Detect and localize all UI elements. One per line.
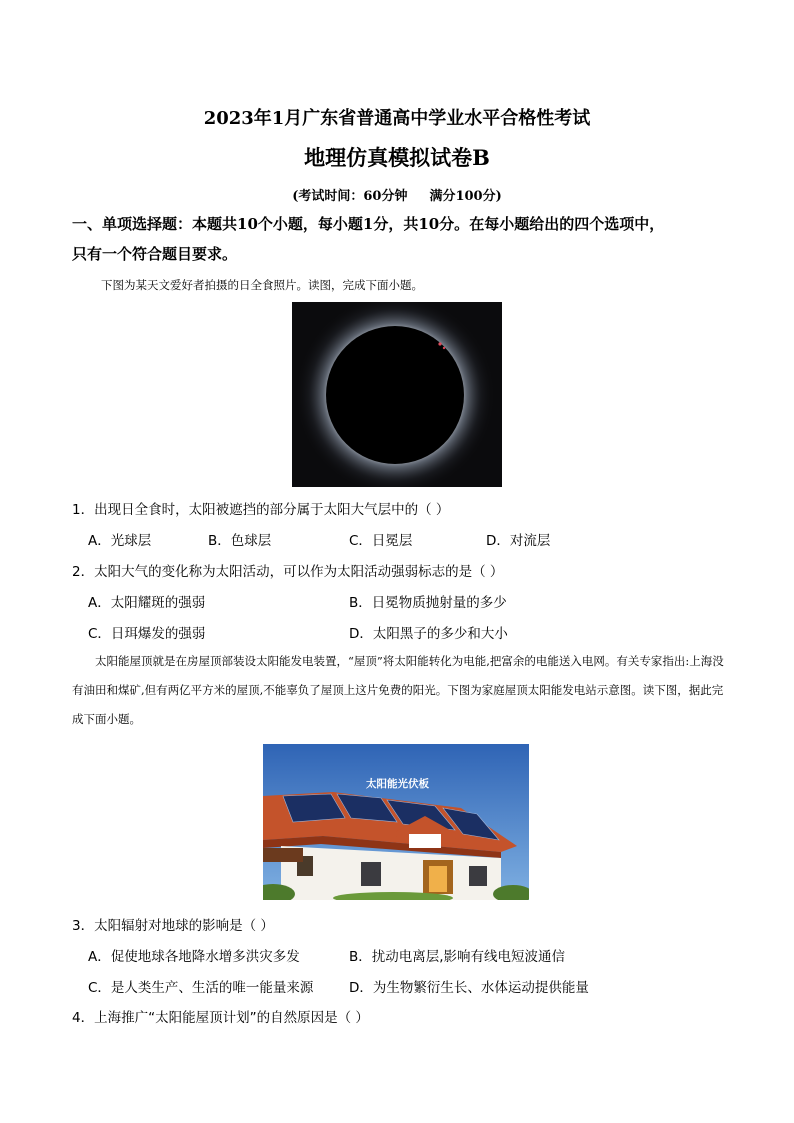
question-2-stem: 2．太阳大气的变化称为太阳活动，可以作为太阳活动强弱标志的是（ ） [72,564,504,580]
full-score: 满分100分) [429,189,502,204]
q2-option-b[interactable]: B．日冕物质抛射量的多少 [349,595,507,611]
q3-option-b[interactable]: B．扰动电离层,影响有线电短波通信 [349,949,566,965]
solar-eclipse-photo [292,302,502,487]
q3-option-c[interactable]: C．是人类生产、生活的唯一能量来源 [88,980,314,996]
q2-option-d[interactable]: D．太阳黑子的多少和大小 [349,626,508,642]
question-3-stem: 3．太阳辐射对地球的影响是（ ） [72,918,274,934]
passage-2: 太阳能屋顶就是在房屋顶部装设太阳能发电装置，“屋顶”将太阳能转化为电能,把富余的电能送入电网。有关专家指出:上海没有油田和煤矿,但有两亿平方米的屋顶,不能辜负了屋顶上这片免费的阳光。下图为家庭屋顶太阳能发电站示意图。读下图，据此完成下面小题。 [72,654,724,726]
exam-time: (考试时间：60分钟 [292,189,408,204]
solar-panel-label: 太阳能光伏板 [366,778,429,790]
solar-roof-house-photo [263,744,529,900]
q1-option-c[interactable]: C．日冕层 [349,533,413,549]
exam-title: 2023年1月广东省普通高中学业水平合格性考试 [203,108,591,129]
q2-option-a[interactable]: A．太阳耀斑的强弱 [88,595,206,611]
q3-option-d[interactable]: D．为生物繁衍生长、水体运动提供能量 [349,980,589,996]
question-4-stem: 4．上海推广“太阳能屋顶计划”的自然原因是（ ） [72,1010,369,1026]
q2-option-c[interactable]: C．日珥爆发的强弱 [88,626,206,642]
q1-option-b[interactable]: B．色球层 [208,533,272,549]
section-heading-line2: 只有一个符合题目要求。 [72,245,238,263]
eclipse-image [292,302,502,487]
exam-info [0,185,794,204]
question-1-stem: 1．出现日全食时，太阳被遮挡的部分属于太阳大气层中的（ ） [72,502,450,518]
section-heading-line1: 一、单项选择题：本题共10个小题，每小题1分，共10分。在每小题给出的四个选项中， [72,215,665,233]
intro-text-1: 下图为某天文爱好者拍摄的日全食照片。读图，完成下面小题。 [101,278,423,292]
q1-option-d[interactable]: D．对流层 [486,533,551,549]
house-image [263,744,529,900]
q3-option-a[interactable]: A．促使地球各地降水增多洪灾多发 [88,949,300,965]
q1-option-a[interactable]: A．光球层 [88,533,152,549]
exam-subtitle: 地理仿真模拟试卷B [304,145,490,170]
